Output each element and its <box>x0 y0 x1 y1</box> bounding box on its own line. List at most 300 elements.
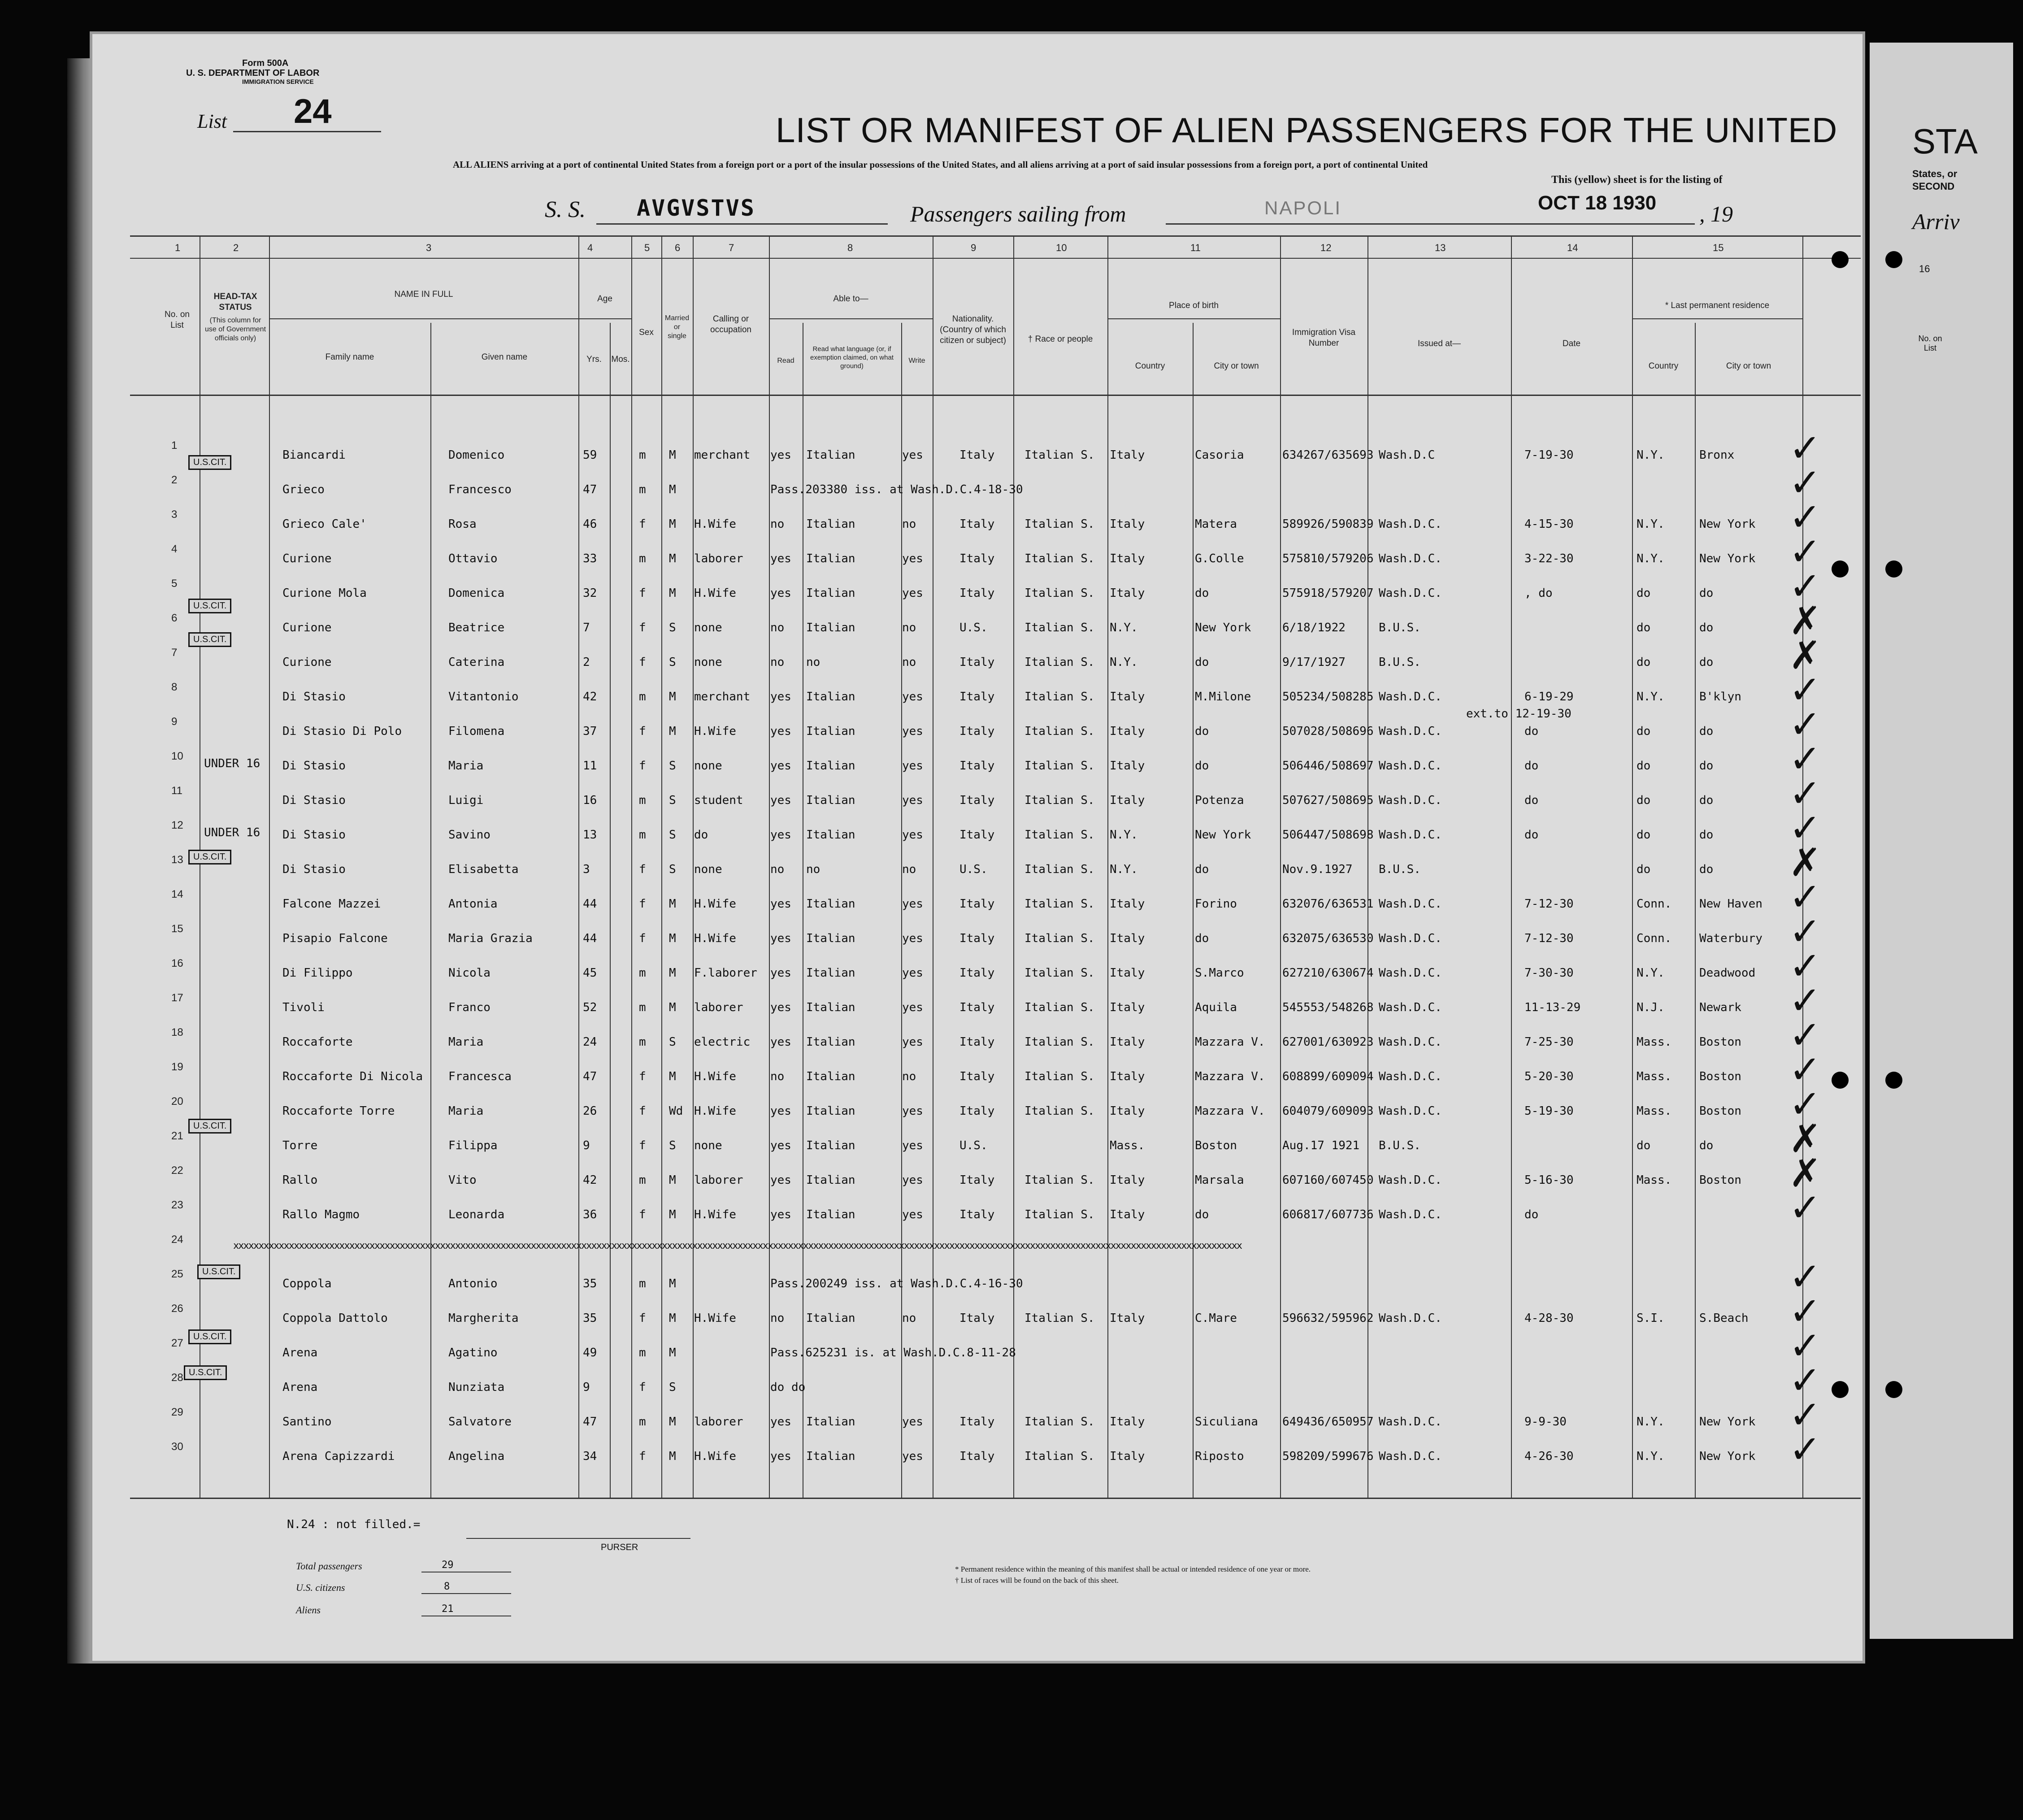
cell-date: 5-16-30 <box>1524 1173 1574 1187</box>
cell-read: yes <box>770 1104 791 1118</box>
citizen-stamp: U.S.CIT. <box>188 455 231 470</box>
row-number: 17 <box>171 992 183 1004</box>
colnum: 12 <box>1320 242 1332 253</box>
cell-issued: Wash.D.C. <box>1379 897 1442 911</box>
cell-read: yes <box>770 794 791 807</box>
cell-occ: H.Wife <box>694 1208 736 1221</box>
cell-visa: Aug.17 1921 <box>1282 1139 1360 1152</box>
cell-given: Ottavio <box>448 552 498 565</box>
cell-rcity: B'klyn <box>1699 690 1741 704</box>
cell-visa: 507627/508695 <box>1282 794 1374 807</box>
cell-yrs: 59 <box>583 448 597 462</box>
cell-given: Filippa <box>448 1139 498 1152</box>
cell-family: Di Stasio <box>282 690 346 704</box>
cell-ms: S <box>669 828 676 842</box>
check-mark: ✓ <box>1789 495 1822 540</box>
check-mark: ✓ <box>1789 1255 1822 1299</box>
cell-yrs: 7 <box>583 621 590 634</box>
cell-bcountry: Italy <box>1110 1070 1145 1083</box>
cell-visa: 632075/636530 <box>1282 932 1374 945</box>
punch-hole <box>1832 251 1849 268</box>
citizen-stamp: U.S.CIT. <box>188 1329 231 1344</box>
cell-lang: Italian <box>806 1450 855 1463</box>
check-mark: ✓ <box>1789 1013 1822 1058</box>
row-number: 12 <box>171 819 183 831</box>
cell-given: Maria <box>448 1104 484 1118</box>
colhead-birth-city: City or town <box>1214 361 1259 371</box>
cell-race: Italian S. <box>1025 1001 1095 1014</box>
cell-bcity: Siculiana <box>1195 1415 1258 1429</box>
cell-family: Biancardi <box>282 448 346 462</box>
col-divider <box>769 235 770 1498</box>
cell-yrs: 34 <box>583 1450 597 1463</box>
cell-issued: Wash.D.C. <box>1379 586 1442 600</box>
cell-occ: merchant <box>694 448 751 462</box>
col-divider <box>631 235 632 1498</box>
check-mark: ✓ <box>1789 1186 1822 1230</box>
cell-occ: electric <box>694 1035 751 1049</box>
cell-lang: Italian <box>806 1208 855 1221</box>
colhead-read-lang: Read what language (or, if exemption claimed, on what ground) <box>810 345 894 370</box>
cell-rcountry: Mass. <box>1637 1035 1672 1049</box>
cell-issued: Wash.D.C. <box>1379 1001 1442 1014</box>
cell-issued: Wash.D.C <box>1379 448 1435 462</box>
cell-bcity: do <box>1195 863 1209 876</box>
cell-family: Curione <box>282 552 332 565</box>
cell-given: Francesco <box>448 483 512 496</box>
col-divider <box>269 235 270 1498</box>
colnum: 2 <box>233 242 239 253</box>
cell-rcountry: Mass. <box>1637 1070 1672 1083</box>
row-number: 22 <box>171 1164 183 1177</box>
cell-rcountry: N.J. <box>1637 1001 1665 1014</box>
cell-given: Maria Grazia <box>448 932 533 945</box>
cell-read: yes <box>770 1208 791 1221</box>
check-mark: ✓ <box>1789 564 1822 609</box>
cell-lang: Italian <box>806 1139 855 1152</box>
check-mark: ✓ <box>1789 1324 1822 1368</box>
cell-issued: Wash.D.C. <box>1379 1035 1442 1049</box>
cell-rcity: Boston <box>1699 1173 1741 1187</box>
cell-read: yes <box>770 828 791 842</box>
cell-nat: Italy <box>959 1104 995 1118</box>
row-number: 24 <box>171 1234 183 1246</box>
cell-given: Salvatore <box>448 1415 512 1429</box>
cell-nat: Italy <box>959 966 995 980</box>
cell-yrs: 24 <box>583 1035 597 1049</box>
cell-race: Italian S. <box>1025 1104 1095 1118</box>
cross-mark: ✗ <box>1789 1151 1822 1196</box>
cell-family: Rallo Magmo <box>282 1208 360 1221</box>
cell-bcountry: Italy <box>1110 897 1145 911</box>
cell-yrs: 3 <box>583 863 590 876</box>
aliens-value: 21 <box>442 1603 454 1615</box>
ship-name: AVGVSTVS <box>637 195 755 221</box>
cell-issued: Wash.D.C. <box>1379 1070 1442 1083</box>
cell-visa: Nov.9.1927 <box>1282 863 1353 876</box>
cell-ms: S <box>669 621 676 634</box>
cell-lang: Italian <box>806 1173 855 1187</box>
cell-race: Italian S. <box>1025 794 1095 807</box>
cell-nat: Italy <box>959 725 995 738</box>
cell-sex: f <box>639 932 646 945</box>
check-mark: ✓ <box>1789 1289 1822 1334</box>
cell-write: no <box>902 1070 916 1083</box>
cell-family: Grieco Cale' <box>282 517 367 531</box>
cell-occ: H.Wife <box>694 1312 736 1325</box>
sub-rule <box>1632 318 1802 319</box>
cell-yrs: 9 <box>583 1139 590 1152</box>
cell-race: Italian S. <box>1025 759 1095 773</box>
sub-rule <box>578 318 631 319</box>
cell-bcountry: N.Y. <box>1110 656 1138 669</box>
cell-family: Di Stasio <box>282 828 346 842</box>
colnum: 10 <box>1056 242 1067 253</box>
punch-hole <box>1832 1381 1849 1398</box>
facing-colhead: No. on List <box>1918 334 1942 352</box>
cell-bcity: Aquila <box>1195 1001 1237 1014</box>
cell-read: yes <box>770 725 791 738</box>
cell-sex: f <box>639 725 646 738</box>
facing-page <box>1870 43 2013 1639</box>
cell-sex: f <box>639 517 646 531</box>
cell-given: Maria <box>448 1035 484 1049</box>
cell-rcity: do <box>1699 759 1714 773</box>
cell-yrs: 44 <box>583 897 597 911</box>
cell-sex: f <box>639 1070 646 1083</box>
cell-read: yes <box>770 897 791 911</box>
col-divider <box>578 235 579 1498</box>
cell-race: Italian S. <box>1025 448 1095 462</box>
cell-write: yes <box>902 966 923 980</box>
headtax-status: UNDER 16 <box>204 757 260 770</box>
cell-given: Elisabetta <box>448 863 519 876</box>
cell-visa: 634267/635693 <box>1282 448 1374 462</box>
cell-yrs: 45 <box>583 966 597 980</box>
cell-bcountry: Italy <box>1110 1415 1145 1429</box>
cell-date: 7-12-30 <box>1524 932 1574 945</box>
cell-nat: Italy <box>959 828 995 842</box>
cell-rcity: Waterbury <box>1699 932 1763 945</box>
cell-read: yes <box>770 1450 791 1463</box>
cell-yrs: 42 <box>583 1173 597 1187</box>
cell-sex: m <box>639 690 646 704</box>
page-title: LIST OR MANIFEST OF ALIEN PASSENGERS FOR THE UNITED <box>776 110 1838 150</box>
cell-yrs: 35 <box>583 1277 597 1290</box>
cell-rcountry: N.Y. <box>1637 552 1665 565</box>
cell-ms: M <box>669 1415 676 1429</box>
cell-given: Leonarda <box>448 1208 505 1221</box>
cell-write: yes <box>902 1450 923 1463</box>
row-number: 13 <box>171 854 183 866</box>
colhead-res-city: City or town <box>1726 361 1771 371</box>
colnum: 7 <box>729 242 734 253</box>
cell-rcity: Bronx <box>1699 448 1735 462</box>
cell-issued: Wash.D.C. <box>1379 552 1442 565</box>
cell-issued: B.U.S. <box>1379 621 1421 634</box>
cell-occ: laborer <box>694 552 743 565</box>
cell-rcity: Boston <box>1699 1070 1741 1083</box>
cell-issued: Wash.D.C. <box>1379 759 1442 773</box>
cell-family: Di Stasio <box>282 863 346 876</box>
cell-rcountry: Mass. <box>1637 1104 1672 1118</box>
row-number: 9 <box>171 716 178 728</box>
cell-family: Santino <box>282 1415 332 1429</box>
cell-ms: M <box>669 1277 676 1290</box>
cell-write: yes <box>902 1001 923 1014</box>
cell-sex: m <box>639 1173 646 1187</box>
cell-lang: Italian <box>806 932 855 945</box>
check-mark: ✓ <box>1789 737 1822 782</box>
cell-family: Arena <box>282 1346 318 1360</box>
col-divider <box>1511 235 1512 1498</box>
cell-nat: Italy <box>959 932 995 945</box>
cell-write: yes <box>902 1173 923 1187</box>
cell-date: 7-19-30 <box>1524 448 1574 462</box>
facing-line2: SECOND <box>1912 181 1955 192</box>
cell-occ: none <box>694 759 722 773</box>
cell-rcountry: N.Y. <box>1637 966 1665 980</box>
cell-ms: S <box>669 1035 676 1049</box>
cell-lang: Italian <box>806 725 855 738</box>
cell-lang: Italian <box>806 586 855 600</box>
cell-ms: M <box>669 932 676 945</box>
cell-sex: f <box>639 1450 646 1463</box>
row24-note: N.24 : not filled.= <box>287 1518 421 1531</box>
col-divider <box>693 235 694 1498</box>
cell-yrs: 52 <box>583 1001 597 1014</box>
extension-note: ext.to 12-19-30 <box>1466 707 1572 721</box>
cell-rcity: do <box>1699 586 1714 600</box>
cell-ms: M <box>669 552 676 565</box>
facing-line1: States, or <box>1912 168 1958 179</box>
cell-yrs: 26 <box>583 1104 597 1118</box>
cell-write: yes <box>902 552 923 565</box>
cross-mark: ✗ <box>1789 633 1822 678</box>
cell-bcountry: Italy <box>1110 759 1145 773</box>
cell-nat: Italy <box>959 1415 995 1429</box>
cell-read: yes <box>770 690 791 704</box>
colhead-race: † Race or people <box>1028 334 1093 344</box>
colnum: 3 <box>426 242 432 253</box>
cell-race: Italian S. <box>1025 828 1095 842</box>
colnum: 8 <box>847 242 853 253</box>
cell-lang: Italian <box>806 966 855 980</box>
row-number: 14 <box>171 888 183 900</box>
citizen-stamp: U.S.CIT. <box>188 599 231 613</box>
cell-visa: 627001/630923 <box>1282 1035 1374 1049</box>
cell-read: yes <box>770 448 791 462</box>
cell-visa: 604079/609093 <box>1282 1104 1374 1118</box>
row-number: 18 <box>171 1026 183 1038</box>
cell-occ: laborer <box>694 1173 743 1187</box>
cell-bcity: Casoria <box>1195 448 1244 462</box>
cell-ms: M <box>669 1450 676 1463</box>
colhead-residence: * Last permanent residence <box>1665 301 1770 310</box>
row-number: 2 <box>171 474 178 486</box>
cell-write: yes <box>902 1035 923 1049</box>
check-mark: ✓ <box>1789 771 1822 816</box>
cell-lang: Italian <box>806 552 855 565</box>
list-underline <box>233 131 381 132</box>
cell-visa: 608899/609094 <box>1282 1070 1374 1083</box>
check-mark: ✓ <box>1789 1358 1822 1403</box>
cell-read: yes <box>770 1035 791 1049</box>
row-number: 30 <box>171 1441 183 1453</box>
cell-ms: M <box>669 1173 676 1187</box>
cell-sex: f <box>639 621 646 634</box>
row-number: 3 <box>171 508 178 521</box>
cell-nat: Italy <box>959 1312 995 1325</box>
cell-given: Domenica <box>448 586 505 600</box>
cell-nat: Italy <box>959 586 995 600</box>
cell-date: 4-15-30 <box>1524 517 1574 531</box>
crossed-out-row: xxxxxxxxxxxxxxxxxxxxxxxxxxxxxxxxxxxxxxxxxxxxxxxxxxxxxxxxxxxxxxxxxxxxxxxxxxxxxxxxxxxxxxxxxxxxxxxxxxxxxxxxxxxxxxxxxxxxxxxxxxxxxxxxxxxxxxxxxxxxxxxxxxxxxxxxxxxxxxxxxxxxxxxxxxxxxxxxxxxxxxxxxxxxxxxxxxxxxxxx <box>233 1240 1242 1251</box>
facing-colnum: 16 <box>1919 263 1930 274</box>
cell-family: Grieco <box>282 483 325 496</box>
cell-nat: U.S. <box>959 1139 988 1152</box>
cell-date: 4-28-30 <box>1524 1312 1574 1325</box>
cell-visa: 627210/630674 <box>1282 966 1374 980</box>
cell-bcountry: N.Y. <box>1110 621 1138 634</box>
facing-arrival: Arriv <box>1912 209 1960 234</box>
cell-ms: S <box>669 794 676 807</box>
cell-rcountry: do <box>1637 759 1651 773</box>
cell-bcity: C.Mare <box>1195 1312 1237 1325</box>
row-number: 29 <box>171 1406 183 1418</box>
cell-issued: Wash.D.C. <box>1379 1104 1442 1118</box>
cell-write: yes <box>902 794 923 807</box>
cell-yrs: 36 <box>583 1208 597 1221</box>
cell-rcountry: do <box>1637 586 1651 600</box>
cell-issued: B.U.S. <box>1379 863 1421 876</box>
cell-family: Arena Capizzardi <box>282 1450 395 1463</box>
cross-mark: ✗ <box>1789 1116 1822 1161</box>
cell-bcountry: Italy <box>1110 517 1145 531</box>
cell-date: 4-26-30 <box>1524 1450 1574 1463</box>
cell-issued: Wash.D.C. <box>1379 1312 1442 1325</box>
cell-rcountry: Conn. <box>1637 932 1672 945</box>
cell-sex: f <box>639 1104 646 1118</box>
colhead-name: NAME IN FULL <box>394 290 453 299</box>
subtitle: ALL ALIENS arriving at a port of continental United States from a foreign port or a port of the insular possessions of the United States, and all aliens arriving at a port of said insular possessions from a foreign port, a port of continental United <box>453 159 1428 170</box>
cell-sex: m <box>639 1415 646 1429</box>
row-number: 10 <box>171 750 183 762</box>
cell-rcity: do <box>1699 656 1714 669</box>
cell-date: 7-12-30 <box>1524 897 1574 911</box>
cell-write: yes <box>902 828 923 842</box>
cell-occ: student <box>694 794 743 807</box>
cell-read: no <box>770 621 785 634</box>
cell-ms: M <box>669 483 676 496</box>
citizen-stamp: U.S.CIT. <box>184 1365 227 1380</box>
cell-race: Italian S. <box>1025 656 1095 669</box>
cell-issued: Wash.D.C. <box>1379 1450 1442 1463</box>
check-mark: ✓ <box>1789 668 1822 712</box>
cell-sex: f <box>639 656 646 669</box>
punch-hole <box>1885 1072 1902 1089</box>
cell-yrs: 46 <box>583 517 597 531</box>
cell-family: Roccaforte <box>282 1035 353 1049</box>
cell-given: Agatino <box>448 1346 498 1360</box>
cell-write: yes <box>902 759 923 773</box>
cell-lang: Italian <box>806 690 855 704</box>
cell-sex: f <box>639 1139 646 1152</box>
cell-ms: M <box>669 517 676 531</box>
colnum: 9 <box>971 242 977 253</box>
cell-rcountry: N.Y. <box>1637 517 1665 531</box>
cell-bcity: do <box>1195 725 1209 738</box>
colhead-sex: Sex <box>639 328 654 337</box>
cell-sex: f <box>639 1208 646 1221</box>
cell-sex: m <box>639 483 646 496</box>
service: IMMIGRATION SERVICE <box>242 78 314 85</box>
colnum: 6 <box>675 242 681 253</box>
ss-label: S. S. <box>545 197 586 222</box>
cell-bcountry: Italy <box>1110 448 1145 462</box>
facing-title: STA <box>1912 122 1978 161</box>
departure-port: NAPOLI <box>1264 197 1342 218</box>
cell-yrs: 11 <box>583 759 597 773</box>
cell-read: yes <box>770 759 791 773</box>
cell-family: Roccaforte Di Nicola <box>282 1070 423 1083</box>
cell-sex: f <box>639 1381 646 1394</box>
cell-yrs: 33 <box>583 552 597 565</box>
colhead-headtax-note: (This column for use of Government officials only) <box>204 317 266 342</box>
cell-rcountry: N.Y. <box>1637 1450 1665 1463</box>
colhead-mos: Mos. <box>611 355 630 364</box>
col-divider <box>1193 323 1194 1498</box>
cell-lang: Italian <box>806 621 855 634</box>
cell-sex: m <box>639 1346 646 1360</box>
port-underline <box>1166 223 1695 225</box>
col-divider <box>1013 235 1014 1498</box>
cell-bcity: do <box>1195 932 1209 945</box>
cell-issued: Wash.D.C. <box>1379 828 1442 842</box>
cell-bcountry: Italy <box>1110 1035 1145 1049</box>
cell-sex: m <box>639 552 646 565</box>
cell-visa: 589926/590839 <box>1282 517 1374 531</box>
cell-visa: 607160/607450 <box>1282 1173 1374 1187</box>
cell-sex: m <box>639 1001 646 1014</box>
cell-family: Coppola <box>282 1277 332 1290</box>
cell-family: Roccaforte Torre <box>282 1104 395 1118</box>
col-divider <box>1695 323 1696 1498</box>
cell-bcity: Mazzara V. <box>1195 1104 1265 1118</box>
cell-ms: M <box>669 1346 676 1360</box>
cell-family: Arena <box>282 1381 318 1394</box>
colnum: 5 <box>644 242 650 253</box>
cell-write: yes <box>902 1139 923 1152</box>
cell-ms: M <box>669 1070 676 1083</box>
cell-issued: B.U.S. <box>1379 656 1421 669</box>
col-divider <box>1632 235 1633 1498</box>
cell-visa: 9/17/1927 <box>1282 656 1346 669</box>
cell-read: no <box>770 1312 785 1325</box>
cell-rcountry: S.I. <box>1637 1312 1665 1325</box>
colnum: 15 <box>1713 242 1724 253</box>
cell-rcity: do <box>1699 794 1714 807</box>
cell-lang: Italian <box>806 1415 855 1429</box>
row-number: 8 <box>171 681 178 693</box>
cell-family: Di Stasio <box>282 794 346 807</box>
handwriting <box>1282 404 1289 440</box>
cell-family: Pisapio Falcone <box>282 932 388 945</box>
cell-lang: Italian <box>806 1001 855 1014</box>
cell-bcountry: Italy <box>1110 1208 1145 1221</box>
cell-bcity: Boston <box>1195 1139 1237 1152</box>
cell-issued: Wash.D.C. <box>1379 794 1442 807</box>
